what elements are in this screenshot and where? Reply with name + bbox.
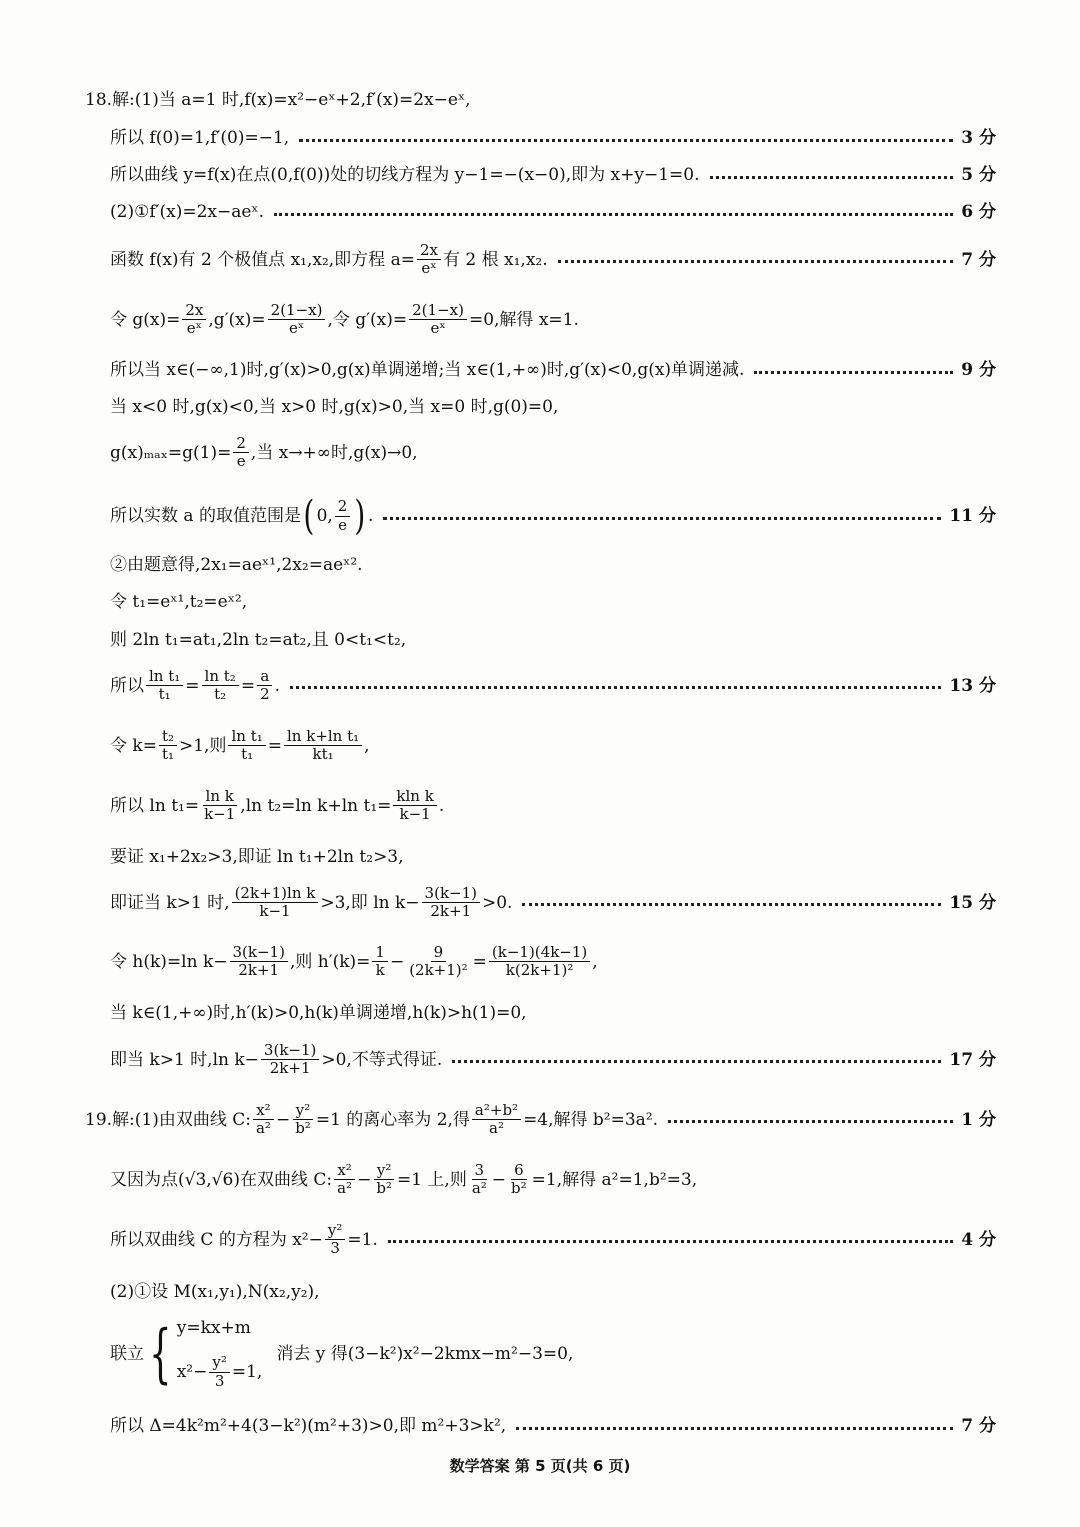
score: 11 分 xyxy=(949,505,996,526)
equation-system xyxy=(144,1318,262,1390)
text: 18.解:(1)当 a=1 时,f(x)=x²−eˣ+2,f′(x)=2x−eˣ, xyxy=(85,90,471,110)
text xyxy=(110,302,579,338)
text xyxy=(110,1042,442,1078)
numerator: 2(1−x) xyxy=(409,302,467,320)
denominator: eˣ xyxy=(288,319,305,338)
dot-leader xyxy=(516,1427,953,1430)
numerator: 3 xyxy=(472,1162,488,1180)
denominator: a² xyxy=(471,1179,487,1198)
dot-leader xyxy=(522,903,941,906)
score: 7 分 xyxy=(961,249,996,270)
q19-discriminant-line xyxy=(110,1416,996,1436)
text-b: . xyxy=(274,675,281,696)
denominator: t₁ xyxy=(241,745,254,764)
denominator: eˣ xyxy=(430,319,446,338)
q18-ratio-line xyxy=(110,668,996,704)
text-a: 令 h(k)=ln k− xyxy=(110,951,228,972)
q18-h-monotonic-line xyxy=(110,1003,996,1023)
q19-part1-line xyxy=(85,1102,996,1138)
denominator: 2k+1 xyxy=(238,961,280,980)
numerator: (2k+1)ln k xyxy=(232,885,319,903)
text xyxy=(110,788,444,824)
denominator: 3 xyxy=(330,1239,340,1258)
numerator: 2x xyxy=(417,242,441,260)
dot-leader xyxy=(274,213,953,216)
q18-tangent-line xyxy=(110,165,996,185)
text-b: ,g′(x)= xyxy=(208,309,266,330)
fraction xyxy=(508,1162,530,1198)
fraction xyxy=(230,944,288,980)
numerator: 2x xyxy=(182,302,206,320)
text: 所以 Δ=4k²m²+4(3−k²)(m²+3)>0,即 m²+3>k², xyxy=(110,1416,507,1436)
numerator: x² xyxy=(253,1102,273,1120)
numerator: y² xyxy=(374,1162,395,1180)
text: (2)①设 M(x₁,y₁),N(x₂,y₂), xyxy=(110,1282,320,1302)
numerator: y² xyxy=(209,1354,230,1372)
text xyxy=(110,242,548,278)
text: 要证 x₁+2x₂>3,即证 ln t₁+2ln t₂>3, xyxy=(110,847,404,867)
score: 7 分 xyxy=(961,1416,996,1436)
text: 令 t₁=eˣ¹,t₂=eˣ², xyxy=(110,592,248,612)
numerator: 6 xyxy=(511,1162,527,1180)
score: 17 分 xyxy=(949,1049,996,1070)
denominator: b² xyxy=(376,1179,392,1198)
text-b: 有 2 根 x₁,x₂. xyxy=(443,249,548,270)
dot-leader xyxy=(383,517,941,520)
fraction xyxy=(372,944,388,980)
text-b: ,ln t₂=ln k+ln t₁= xyxy=(240,795,392,816)
q18-part2-derivative xyxy=(110,202,996,222)
text-c: >0. xyxy=(482,892,513,913)
fraction xyxy=(409,302,467,338)
score: 3 分 xyxy=(961,128,996,148)
numerator: ln t₁ xyxy=(228,728,265,746)
dot-leader xyxy=(668,1120,953,1123)
fraction xyxy=(422,885,480,921)
denominator: e xyxy=(338,515,348,534)
fraction xyxy=(253,1102,274,1138)
numerator: 2 xyxy=(233,435,249,453)
denominator: k(2k+1)² xyxy=(505,961,574,980)
q18-let-t-line xyxy=(110,592,996,612)
text: 所以 f(0)=1,f′(0)=−1, xyxy=(110,128,290,148)
numerator: 9 xyxy=(431,944,447,962)
q18-prove-line xyxy=(110,847,996,867)
q19-part2-line xyxy=(110,1282,996,1302)
text: 则 2ln t₁=at₁,2ln t₂=at₂,且 0<t₁<t₂, xyxy=(110,630,407,650)
score: 4 分 xyxy=(961,1229,996,1250)
text-a: 即当 k>1 时,ln k− xyxy=(110,1049,259,1070)
text-a: 所以 ln t₁= xyxy=(110,795,200,816)
numerator: t₂ xyxy=(159,728,177,746)
numerator: a xyxy=(257,668,272,686)
minus: − xyxy=(389,951,405,972)
system-row-2 xyxy=(177,1354,263,1390)
text-c: ,令 g′(x)= xyxy=(327,309,408,330)
minus: − xyxy=(275,1109,291,1130)
numerator: 3(k−1) xyxy=(261,1042,319,1060)
fraction xyxy=(201,788,238,824)
minus: − xyxy=(491,1169,507,1190)
numerator: 1 xyxy=(372,944,388,962)
system-row-1: y=kx+m xyxy=(176,1318,251,1338)
denominator: 3 xyxy=(214,1371,225,1390)
denominator: b² xyxy=(511,1179,527,1198)
denominator: 2k+1 xyxy=(430,902,472,921)
denominator: k−1 xyxy=(259,902,291,921)
fraction xyxy=(268,302,326,338)
text-a: 联立 xyxy=(110,1343,144,1364)
text: (2)①f′(x)=2x−aeˣ. xyxy=(110,202,265,222)
fraction xyxy=(469,1162,490,1198)
denominator: t₁ xyxy=(161,745,174,764)
fraction xyxy=(202,668,239,704)
text-a: g(x)ₘₐₓ=g(1)= xyxy=(110,442,232,463)
fraction xyxy=(335,498,351,534)
text-a: 即证当 k>1 时, xyxy=(110,892,230,913)
text-a: 令 g(x)= xyxy=(110,309,181,330)
system-rows xyxy=(177,1318,263,1390)
numerator: ln k+ln t₁ xyxy=(284,728,362,746)
text xyxy=(110,493,374,539)
q18-h-def-line xyxy=(110,944,996,980)
fraction xyxy=(261,1042,319,1078)
page-footer: 数学答案 第 5 页(共 6 页) xyxy=(449,1457,631,1475)
text: 当 k∈(1,+∞)时,h′(k)>0,h(k)单调递增,h(k)>h(1)=0, xyxy=(110,1003,527,1023)
text-b: =1, xyxy=(231,1361,263,1382)
numerator: ln t₁ xyxy=(146,668,183,686)
fraction xyxy=(334,1162,355,1198)
numerator: 2(1−x) xyxy=(268,302,326,320)
text-a: 函数 f(x)有 2 个极值点 x₁,x₂,即方程 a= xyxy=(110,249,415,270)
q18-range-line xyxy=(110,493,996,539)
denominator: 2 xyxy=(260,685,270,704)
text-c: , xyxy=(592,951,598,972)
numerator: y² xyxy=(325,1222,346,1240)
q18-let-k-line xyxy=(110,728,996,764)
fraction xyxy=(417,242,441,278)
text xyxy=(110,1222,378,1258)
numerator: y² xyxy=(293,1102,314,1120)
text-b: =1. xyxy=(347,1229,378,1250)
text-c: , xyxy=(364,735,370,756)
text-zero: 0, xyxy=(316,505,333,526)
q18-sign-line xyxy=(110,397,996,417)
text-b: ,当 x→+∞时,g(x)→0, xyxy=(250,442,418,463)
text xyxy=(110,668,280,704)
numerator: ln k xyxy=(203,788,237,806)
text xyxy=(110,885,512,921)
q18-equivalent-line xyxy=(110,885,996,921)
q18-sub2-line xyxy=(110,555,996,575)
text: ②由题意得,2x₁=aeˣ¹,2x₂=aeˣ². xyxy=(110,555,363,575)
denominator: t₁ xyxy=(158,685,171,704)
fraction xyxy=(257,668,273,704)
denominator: a² xyxy=(255,1119,271,1138)
q18-extremum-line xyxy=(110,242,996,278)
denominator: 2k+1 xyxy=(269,1059,311,1078)
q18-ln-t-line xyxy=(110,630,996,650)
dot-leader xyxy=(388,1240,953,1243)
dot-leader xyxy=(754,371,953,374)
numerator: ln t₂ xyxy=(202,668,239,686)
text xyxy=(110,728,370,764)
text-b: 消去 y 得(3−k²)x²−2kmx−m²−3=0, xyxy=(276,1343,574,1364)
dot-leader xyxy=(558,260,954,263)
dot-leader xyxy=(299,139,953,142)
fraction xyxy=(232,885,319,921)
denominator: k xyxy=(375,961,385,980)
denominator: e xyxy=(236,452,246,471)
dot-leader xyxy=(710,176,954,179)
text-b: . xyxy=(367,505,374,526)
fraction xyxy=(393,788,436,824)
fraction xyxy=(233,435,249,471)
denominator: kt₁ xyxy=(312,745,334,764)
fraction xyxy=(146,668,183,704)
fraction xyxy=(284,728,362,764)
numerator: 3(k−1) xyxy=(230,944,288,962)
text-e: =0,解得 x=1. xyxy=(468,309,579,330)
text xyxy=(110,1318,573,1390)
q19-system-line xyxy=(110,1318,996,1390)
dot-leader xyxy=(290,686,941,689)
text-a: 令 k= xyxy=(110,735,157,756)
q19-point-line xyxy=(110,1162,996,1198)
numerator: x² xyxy=(334,1162,354,1180)
denominator: b² xyxy=(295,1119,311,1138)
text-a: 又因为点(√3,√6)在双曲线 C: xyxy=(110,1169,333,1190)
score: 15 分 xyxy=(949,892,996,913)
fraction xyxy=(182,302,206,338)
score: 9 分 xyxy=(961,360,996,380)
fraction xyxy=(159,728,177,764)
left-brace: { xyxy=(149,1316,172,1391)
text-a: 19.解:(1)由双曲线 C: xyxy=(85,1109,251,1130)
numerator: 2 xyxy=(335,498,351,516)
text-a: 所以实数 a 的取值范围是 xyxy=(110,505,301,526)
q18-gmax-line xyxy=(110,435,996,471)
equals: = xyxy=(240,675,256,696)
text xyxy=(85,1102,658,1138)
text: 所以曲线 y=f(x)在点(0,f(0))处的切线方程为 y−1=−(x−0),即为 x+y−1=0. xyxy=(110,165,700,185)
text-c: =1,解得 a²=1,b²=3, xyxy=(531,1169,698,1190)
numerator: 3(k−1) xyxy=(422,885,480,903)
denominator: (2k+1)² xyxy=(409,961,468,980)
q18-ln-t-solved-line xyxy=(110,788,996,824)
denominator: a² xyxy=(489,1119,504,1138)
text: 当 x<0 时,g(x)<0,当 x>0 时,g(x)>0,当 x=0 时,g(0)=0, xyxy=(110,397,559,417)
text xyxy=(110,944,598,980)
fraction xyxy=(373,1162,395,1198)
q18-conclusion-line xyxy=(110,1042,996,1078)
fraction xyxy=(472,1102,521,1138)
text-a: 所以 xyxy=(110,675,144,696)
dot-leader xyxy=(452,1060,941,1063)
q18-part1-line xyxy=(85,90,996,110)
text-b: ,则 h′(k)= xyxy=(289,951,371,972)
denominator: eˣ xyxy=(421,259,437,278)
fraction xyxy=(325,1222,346,1258)
equals: = xyxy=(267,735,282,756)
fraction xyxy=(228,728,265,764)
numerator: a²+b² xyxy=(472,1102,521,1120)
q18-monotonic-line xyxy=(110,360,996,380)
numerator: kln k xyxy=(393,788,436,806)
fraction xyxy=(406,944,470,980)
left-paren: ( xyxy=(303,493,315,539)
text-b: =1 上,则 xyxy=(396,1169,467,1190)
text-b: >0,不等式得证. xyxy=(321,1049,443,1070)
denominator: k−1 xyxy=(399,805,431,824)
denominator: t₂ xyxy=(214,685,227,704)
denominator: a² xyxy=(337,1179,353,1198)
text xyxy=(110,435,418,471)
fraction xyxy=(209,1354,230,1390)
text-b: >3,即 ln k− xyxy=(320,892,420,913)
score: 5 分 xyxy=(961,165,996,185)
q18-g-def-line xyxy=(110,302,996,338)
minus: − xyxy=(357,1169,372,1190)
right-paren: ) xyxy=(354,493,366,539)
score: 13 分 xyxy=(949,675,996,696)
fraction xyxy=(292,1102,314,1138)
denominator: k−1 xyxy=(204,805,236,824)
score: 1 分 xyxy=(961,1109,996,1130)
q18-f0-line xyxy=(110,128,996,148)
text-c: =4,解得 b²=3a². xyxy=(523,1109,659,1130)
equals: = xyxy=(185,675,200,696)
text-c: . xyxy=(438,795,445,816)
text-b: >1,则 xyxy=(179,735,227,756)
fraction xyxy=(489,944,590,980)
text-b: =1 的离心率为 2,得 xyxy=(315,1109,470,1130)
text-a: x²− xyxy=(176,1361,208,1382)
text: 所以当 x∈(−∞,1)时,g′(x)>0,g(x)单调递增;当 x∈(1,+∞)时,g′(x)<0,g(x)单调递减. xyxy=(110,360,745,380)
score: 6 分 xyxy=(961,202,996,222)
equals: = xyxy=(472,951,487,972)
text xyxy=(110,1162,697,1198)
numerator: (k−1)(4k−1) xyxy=(489,944,590,962)
q19-equation-line xyxy=(110,1222,996,1258)
text-a: 所以双曲线 C 的方程为 x²− xyxy=(110,1229,323,1250)
denominator: eˣ xyxy=(186,319,203,338)
